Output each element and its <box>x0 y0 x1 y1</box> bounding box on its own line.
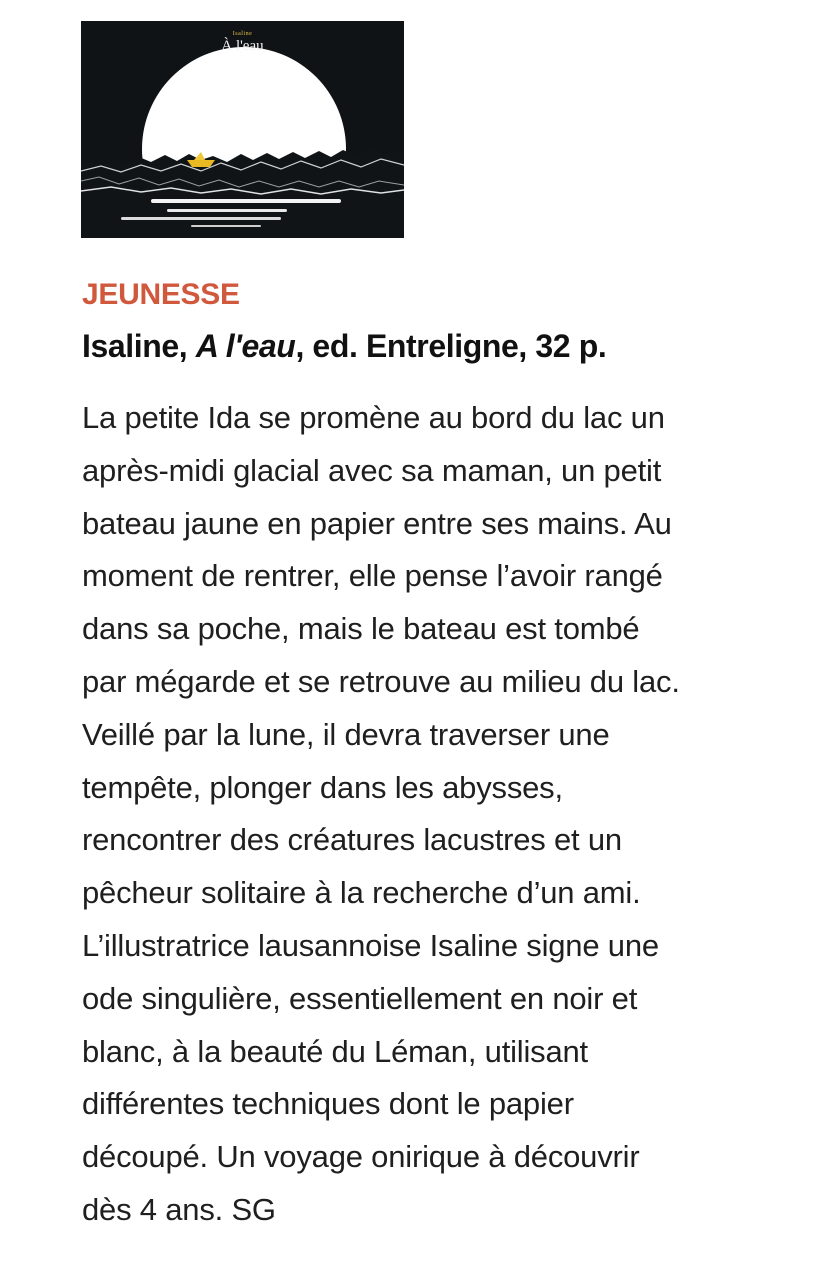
review-line: pêcheur solitaire à la recherche d’un ami. <box>82 875 641 911</box>
cover-author: Isaline <box>232 31 253 37</box>
review-line: dès 4 ans. SG <box>82 1191 276 1227</box>
review-line: par mégarde et se retrouve au milieu du lac. <box>82 663 680 699</box>
heading-title: A l'eau <box>195 328 296 364</box>
review-line: bateau jaune en papier entre ses mains. Au <box>82 505 672 541</box>
review-line: découpé. Un voyage onirique à découvrir <box>82 1139 640 1175</box>
review-line: après-midi glacial avec sa maman, un petit <box>82 452 662 488</box>
review-line: moment de rentrer, elle pense l’avoir rangé <box>82 558 663 594</box>
review-line: tempête, plonger dans les abysses, <box>82 769 563 805</box>
book-heading <box>82 325 606 367</box>
water-reflection <box>151 199 341 203</box>
book-cover-image <box>81 21 404 238</box>
review-text <box>82 392 772 1237</box>
review-line: différentes techniques dont le papier <box>82 1086 574 1122</box>
section-label: JEUNESSE <box>82 278 240 311</box>
cover-title: À l'eau <box>221 38 264 54</box>
review-line: dans sa poche, mais le bateau est tombé <box>82 611 640 647</box>
review-line: blanc, à la beauté du Léman, utilisant <box>82 1033 588 1069</box>
review-line: La petite Ida se promène au bord du lac un <box>82 400 665 435</box>
review-line: L’illustratrice lausannoise Isaline signe une <box>82 927 659 963</box>
heading-author: Isaline, <box>82 328 196 364</box>
review-line: Veillé par la lune, il devra traverser une <box>82 716 610 752</box>
heading-details: , ed. Entreligne, 32 p. <box>295 328 607 364</box>
review-line: ode singulière, essentiellement en noir et <box>82 980 638 1016</box>
review-line: rencontrer des créatures lacustres et un <box>82 822 622 858</box>
